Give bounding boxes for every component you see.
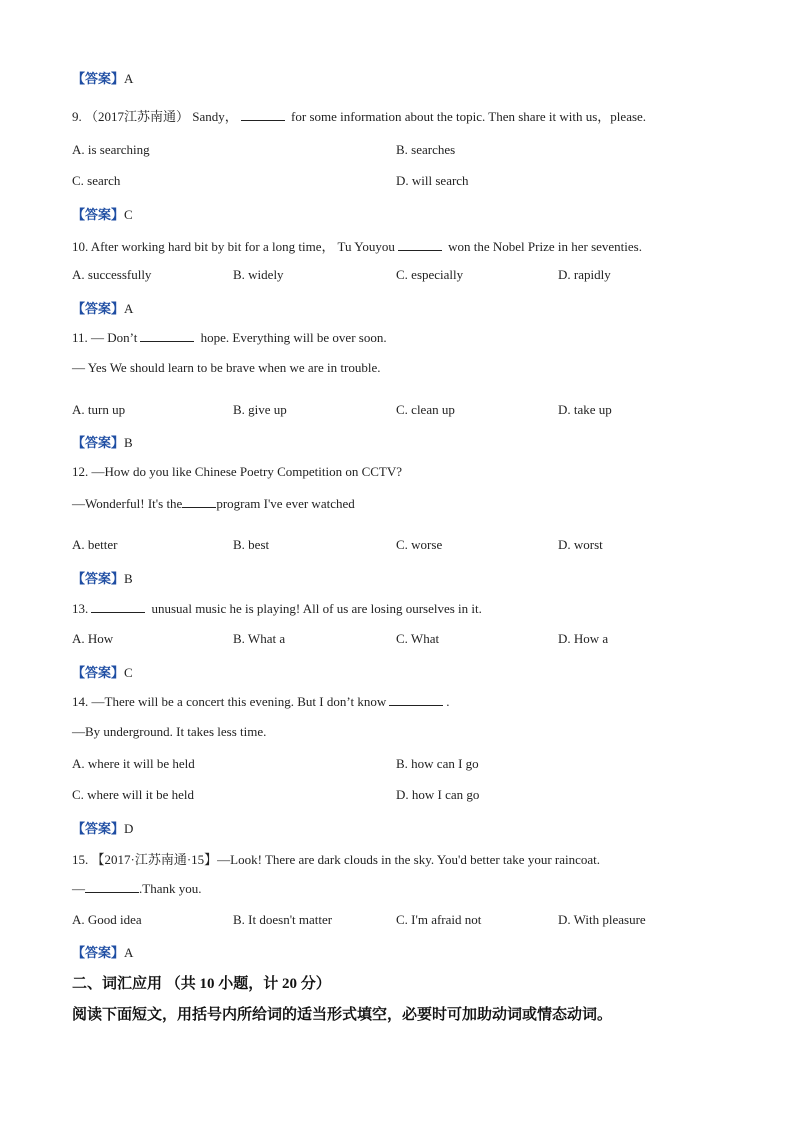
option-c[interactable]: C. What	[396, 631, 440, 646]
answer-line	[72, 298, 133, 317]
question-number: 12.	[72, 464, 89, 479]
option-c[interactable]: C. search	[72, 173, 121, 188]
question-text: .	[446, 694, 450, 709]
option-a[interactable]: A. better	[72, 537, 118, 552]
question-15	[72, 849, 600, 868]
question-text: .Thank you.	[139, 881, 202, 896]
option-b[interactable]: B. widely	[233, 267, 284, 282]
question-number: 11.	[72, 330, 88, 345]
answer-blank[interactable]	[140, 329, 194, 342]
answer-value: C	[124, 665, 133, 680]
option-b[interactable]: B. give up	[233, 402, 287, 417]
question-number: 14.	[72, 694, 89, 709]
option-d[interactable]: D. how I can go	[396, 787, 480, 802]
option-b[interactable]: B. searches	[396, 142, 456, 157]
question-text: After working hard bit by bit for a long time， Tu Youyou	[90, 239, 395, 254]
question-text: —Wonderful! It's the	[72, 496, 183, 511]
answer-value: C	[124, 207, 133, 222]
question-text: —How do you like Chinese Poetry Competition on CCTV?	[91, 464, 403, 479]
question-number: 9.	[72, 109, 82, 124]
option-a[interactable]: A. is searching	[72, 142, 150, 157]
option-c[interactable]: C. where will it be held	[72, 787, 195, 802]
answer-value: D	[124, 821, 134, 836]
option-b[interactable]: B. What a	[233, 631, 286, 646]
question-9	[72, 106, 646, 125]
answer-line	[72, 68, 133, 87]
question-text: for some information about the topic. Then share it with us，please.	[291, 109, 647, 124]
answer-value: A	[124, 71, 134, 86]
answer-line	[72, 818, 133, 837]
answer-label: 【答案】	[72, 71, 125, 86]
answer-blank[interactable]	[241, 108, 285, 121]
answer-line	[72, 942, 133, 961]
question-text: —	[72, 881, 85, 896]
question-text: —There will be a concert this evening. But I don’t know	[91, 694, 387, 709]
question-number: 10.	[72, 239, 89, 254]
question-15-reply	[72, 880, 201, 897]
question-number: 13.	[72, 601, 89, 616]
question-14	[72, 693, 449, 710]
question-12	[72, 464, 402, 480]
option-a[interactable]: A. Good idea	[72, 912, 142, 927]
answer-blank[interactable]	[85, 880, 139, 893]
option-d[interactable]: D. worst	[558, 537, 603, 552]
question-text: won the Nobel Prize in her seventies.	[448, 239, 642, 254]
option-d[interactable]: D. take up	[558, 402, 612, 417]
question-10	[72, 236, 642, 255]
question-12-reply	[72, 495, 355, 512]
section-title: 二、词汇应用 （共 10 小题，计 20 分）	[72, 976, 331, 992]
option-a[interactable]: A. How	[72, 631, 114, 646]
question-text: hope. Everything will be over soon.	[200, 330, 387, 345]
question-text: — Don’t	[91, 330, 138, 345]
answer-value: B	[124, 571, 133, 586]
answer-blank[interactable]	[91, 600, 145, 613]
question-number: 15.	[72, 852, 89, 867]
question-source: 【2017·江苏南通·15】	[91, 852, 218, 867]
answer-value: A	[124, 301, 134, 316]
answer-blank[interactable]	[389, 693, 443, 706]
question-text: —Look! There are dark clouds in the sky. You'd better take your raincoat.	[217, 852, 601, 867]
answer-label: 【答案】	[72, 571, 125, 586]
option-d[interactable]: D. will search	[396, 173, 469, 188]
option-b[interactable]: B. It doesn't matter	[233, 912, 333, 927]
question-13	[72, 600, 482, 617]
answer-label: 【答案】	[72, 301, 125, 316]
question-source: （2017江苏南通）	[85, 109, 190, 124]
option-a[interactable]: A. where it will be held	[72, 756, 195, 771]
answer-value: B	[124, 435, 133, 450]
question-text: unusual music he is playing! All of us are losing ourselves in it.	[151, 601, 482, 616]
question-text: Sandy，	[192, 109, 238, 124]
option-c[interactable]: C. worse	[396, 537, 443, 552]
answer-line	[72, 662, 133, 681]
answer-label: 【答案】	[72, 945, 125, 960]
answer-blank[interactable]	[398, 238, 442, 251]
option-d[interactable]: D. rapidly	[558, 267, 611, 282]
answer-label: 【答案】	[72, 207, 125, 222]
answer-blank[interactable]	[182, 495, 216, 508]
option-c[interactable]: C. clean up	[396, 402, 455, 417]
question-14-reply: —By underground. It takes less time.	[72, 724, 267, 739]
option-d[interactable]: D. How a	[558, 631, 609, 646]
answer-line	[72, 204, 133, 223]
option-d[interactable]: D. With pleasure	[558, 912, 646, 927]
answer-label: 【答案】	[72, 665, 125, 680]
answer-line	[72, 568, 133, 587]
section-instruction: 阅读下面短文，用括号内所给词的适当形式填空，必要时可加助动词或情态动词。	[72, 1007, 613, 1023]
answer-value: A	[124, 945, 134, 960]
question-text: program I've ever watched	[216, 496, 355, 511]
answer-label: 【答案】	[72, 435, 125, 450]
question-11	[72, 329, 387, 346]
option-a[interactable]: A. successfully	[72, 267, 152, 282]
answer-line	[72, 432, 133, 451]
option-b[interactable]: B. best	[233, 537, 270, 552]
option-b[interactable]: B. how can I go	[396, 756, 479, 771]
option-c[interactable]: C. especially	[396, 267, 464, 282]
option-a[interactable]: A. turn up	[72, 402, 126, 417]
question-11-reply: — Yes We should learn to be brave when we are in trouble.	[72, 360, 381, 375]
option-c[interactable]: C. I'm afraid not	[396, 912, 482, 927]
answer-label: 【答案】	[72, 821, 125, 836]
